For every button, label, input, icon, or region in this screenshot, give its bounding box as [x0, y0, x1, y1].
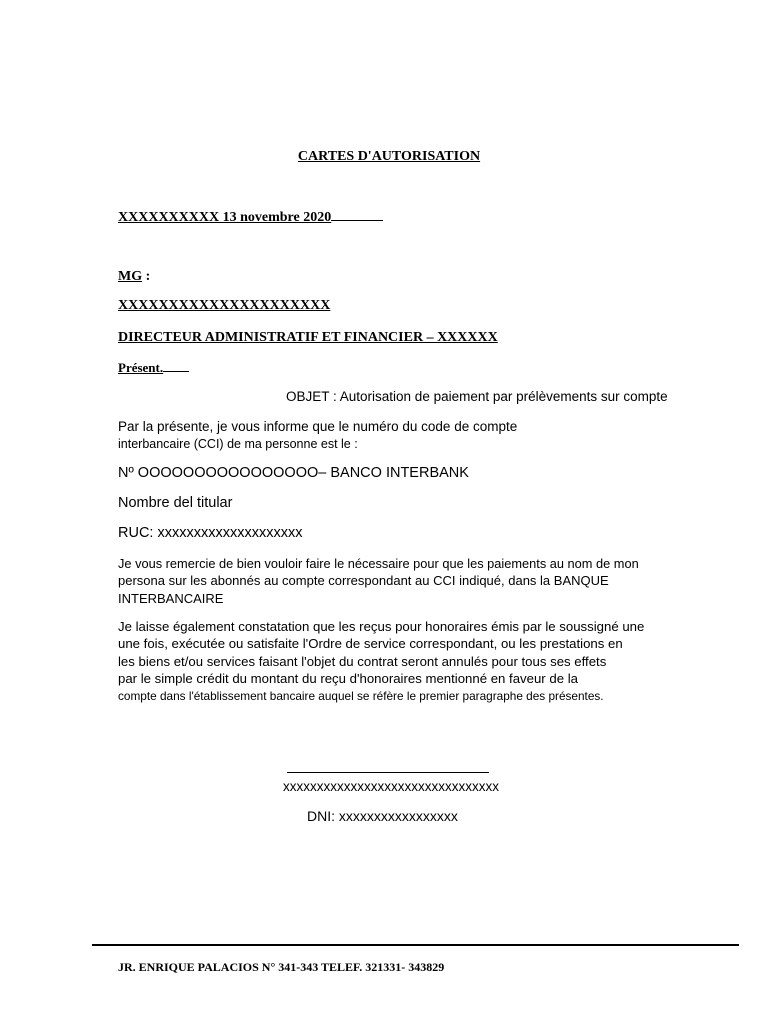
paragraph-1-line-2: persona sur les abonnés au compte correspondant au CCI indiqué, dans la BANQUE	[118, 573, 609, 588]
salutation	[118, 269, 150, 285]
paragraph-2-line-5: compte dans l'établissement bancaire auquel se réfère le premier paragraphe des présentes.	[118, 689, 604, 703]
paragraph-2-line-4: par le simple crédit du montant du reçu d'honoraires mentionné en faveur de la	[118, 671, 578, 686]
paragraph-2-line-1: Je laisse également constatation que les reçus pour honoraires émis par le soussigné une	[118, 619, 645, 634]
present-label: Présent.	[118, 360, 164, 375]
document-title: CARTES D'AUTORISATION	[297, 149, 481, 164]
footer-divider	[92, 944, 739, 946]
date-blank-line	[331, 208, 383, 221]
subject-line: OBJET : Autorisation de paiement par prélèvements sur compte	[286, 389, 668, 404]
recipient-position: DIRECTEUR ADMINISTRATIF ET FINANCIER – XXXXXX	[118, 330, 498, 345]
paragraph-1-line-1: Je vous remercie de bien vouloir faire le nécessaire pour que les paiements au nom de mon	[118, 556, 639, 571]
signature-dni: DNI: xxxxxxxxxxxxxxxxx	[307, 808, 458, 824]
recipient-name: XXXXXXXXXXXXXXXXXXXXX	[118, 298, 331, 313]
salutation-colon: :	[142, 269, 151, 284]
paragraph-2-line-2: une fois, exécutée ou satisfaite l'Ordre de service correspondant, ou les prestations en	[118, 636, 623, 651]
present-line	[118, 360, 189, 376]
paragraph-1-line-3: INTERBANCAIRE	[118, 591, 224, 606]
signature-name: xxxxxxxxxxxxxxxxxxxxxxxxxxxxxxxx	[283, 779, 499, 794]
salutation-label: MG	[118, 269, 143, 284]
footer-address: JR. ENRIQUE PALACIOS N° 341-343 TELEF. 321331- 343829	[118, 960, 445, 974]
account-number-line: Nº OOOOOOOOOOOOOOOO– BANCO INTERBANK	[118, 465, 469, 481]
present-blank-line	[163, 360, 189, 372]
date-line	[118, 208, 383, 226]
holder-name: Nombre del titular	[118, 495, 233, 511]
paragraph-2-line-3: les biens et/ou services faisant l'objet du contrat seront annulés pour tous ses effets	[118, 654, 607, 669]
ruc-line: RUC: xxxxxxxxxxxxxxxxxxxx	[118, 525, 303, 541]
intro-line-2: interbancaire (CCI) de ma personne est le :	[118, 437, 358, 451]
date-text: XXXXXXXXXX 13 novembre 2020	[118, 210, 332, 225]
signature-line	[287, 772, 489, 773]
intro-line-1: Par la présente, je vous informe que le numéro du code de compte	[118, 419, 518, 434]
